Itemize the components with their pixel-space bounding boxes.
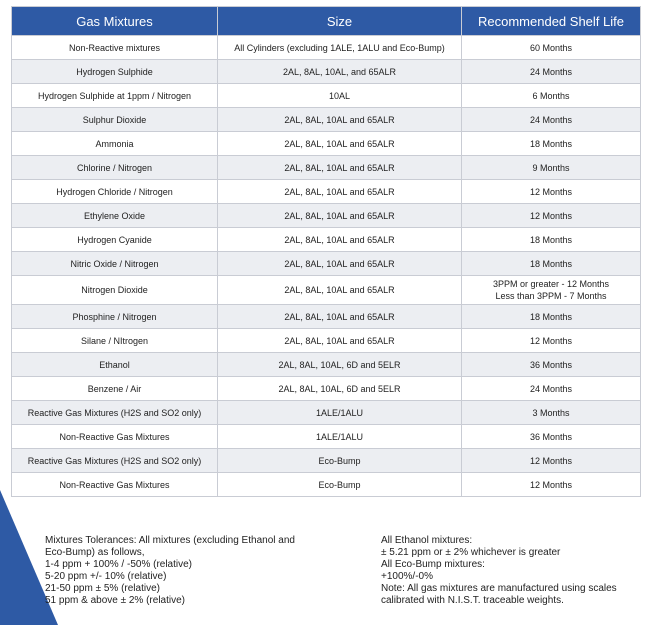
- gas-mixture-cell: Ethanol: [12, 353, 218, 377]
- shelf-life-cell: 18 Months: [462, 228, 641, 252]
- size-cell: 2AL, 8AL, 10AL, and 65ALR: [218, 60, 462, 84]
- size-cell: 2AL, 8AL, 10AL and 65ALR: [218, 156, 462, 180]
- size-cell: 2AL, 8AL, 10AL and 65ALR: [218, 204, 462, 228]
- table-row: [12, 449, 641, 473]
- gas-mixture-cell: Phosphine / Nitrogen: [12, 305, 218, 329]
- size-cell: 10AL: [218, 84, 462, 108]
- table-row: [12, 156, 641, 180]
- table-row: [12, 276, 641, 305]
- table-row: [12, 252, 641, 276]
- shelf-life-line: 3PPM or greater - 12 Months: [492, 279, 610, 289]
- table-row: [12, 108, 641, 132]
- note-line: Eco-Bump) as follows,: [45, 547, 145, 558]
- shelf-life-cell: 6 Months: [462, 84, 641, 108]
- gas-mixture-cell: Reactive Gas Mixtures (H2S and SO2 only): [12, 401, 218, 425]
- size-cell: 2AL, 8AL, 10AL, 6D and 5ELR: [218, 377, 462, 401]
- size-cell: Eco-Bump: [218, 473, 462, 497]
- shelf-life-cell: 18 Months: [462, 132, 641, 156]
- shelf-life-cell: 12 Months: [462, 449, 641, 473]
- column-header-size: Size: [218, 7, 462, 36]
- note-line: All Ethanol mixtures:: [381, 535, 473, 546]
- size-cell: 2AL, 8AL, 10AL and 65ALR: [218, 305, 462, 329]
- shelf-life-cell: 36 Months: [462, 353, 641, 377]
- table-row: [12, 473, 641, 497]
- note-line: 1-4 ppm + 100% / -50% (relative): [45, 559, 193, 570]
- size-cell: Eco-Bump: [218, 449, 462, 473]
- note-line: 5-20 ppm +/- 10% (relative): [45, 571, 167, 582]
- note-line: 51 ppm & above ± 2% (relative): [45, 595, 185, 606]
- table-row: [12, 329, 641, 353]
- gas-mixture-cell: Hydrogen Sulphide at 1ppm / Nitrogen: [12, 84, 218, 108]
- shelf-life-cell: 24 Months: [462, 377, 641, 401]
- gas-mixture-cell: Hydrogen Sulphide: [12, 60, 218, 84]
- gas-mixture-cell: Nitrogen Dioxide: [12, 276, 218, 305]
- gas-mixture-cell: Ethylene Oxide: [12, 204, 218, 228]
- gas-mixture-cell: Hydrogen Cyanide: [12, 228, 218, 252]
- column-header-shelf-life: Recommended Shelf Life: [462, 7, 641, 36]
- gas-mixture-cell: Hydrogen Chloride / Nitrogen: [12, 180, 218, 204]
- gas-mixture-cell: Non-Reactive mixtures: [12, 36, 218, 60]
- shelf-life-cell: 12 Months: [462, 329, 641, 353]
- gas-mixture-cell: Reactive Gas Mixtures (H2S and SO2 only): [12, 449, 218, 473]
- table-row: [12, 180, 641, 204]
- shelf-life-cell: 60 Months: [462, 36, 641, 60]
- size-cell: 2AL, 8AL, 10AL and 65ALR: [218, 276, 462, 305]
- table-row: [12, 84, 641, 108]
- gas-mixture-cell: Non-Reactive Gas Mixtures: [12, 425, 218, 449]
- shelf-life-cell: 9 Months: [462, 156, 641, 180]
- shelf-life-cell: 12 Months: [462, 204, 641, 228]
- shelf-life-cell: 18 Months: [462, 252, 641, 276]
- note-line: Mixtures Tolerances: All mixtures (excluding Ethanol and: [45, 535, 295, 546]
- size-cell: 2AL, 8AL, 10AL and 65ALR: [218, 180, 462, 204]
- shelf-life-cell: 24 Months: [462, 60, 641, 84]
- size-cell: 2AL, 8AL, 10AL and 65ALR: [218, 329, 462, 353]
- gas-mixture-cell: Silane / NItrogen: [12, 329, 218, 353]
- size-cell: All Cylinders (excluding 1ALE, 1ALU and Eco-Bump): [218, 36, 462, 60]
- table-row: [12, 425, 641, 449]
- shelf-life-cell: 18 Months: [462, 305, 641, 329]
- size-cell: 1ALE/1ALU: [218, 401, 462, 425]
- table-row: [12, 353, 641, 377]
- shelf-life-cell: [462, 276, 641, 305]
- shelf-life-cell: 3 Months: [462, 401, 641, 425]
- tolerance-notes: [45, 535, 325, 607]
- note-line: calibrated with N.I.S.T. traceable weights.: [381, 595, 564, 606]
- shelf-life-cell: 12 Months: [462, 180, 641, 204]
- size-cell: 2AL, 8AL, 10AL and 65ALR: [218, 228, 462, 252]
- size-cell: 2AL, 8AL, 10AL and 65ALR: [218, 108, 462, 132]
- gas-mixture-cell: Chlorine / Nitrogen: [12, 156, 218, 180]
- size-cell: 2AL, 8AL, 10AL, 6D and 5ELR: [218, 353, 462, 377]
- table-row: [12, 401, 641, 425]
- table-row: [12, 305, 641, 329]
- table-row: [12, 60, 641, 84]
- shelf-life-line: Less than 3PPM - 7 Months: [495, 291, 607, 301]
- table-row: [12, 36, 641, 60]
- table-row: [12, 377, 641, 401]
- gas-mixture-cell: Nitric Oxide / Nitrogen: [12, 252, 218, 276]
- size-cell: 2AL, 8AL, 10AL and 65ALR: [218, 252, 462, 276]
- table-row: [12, 228, 641, 252]
- note-line: Note: All gas mixtures are manufactured using scales: [381, 583, 617, 594]
- ethanol-eco-bump-notes: [381, 535, 643, 607]
- table-row: [12, 204, 641, 228]
- gas-mixture-cell: Ammonia: [12, 132, 218, 156]
- column-header-gas-mixtures: Gas Mixtures: [12, 7, 218, 36]
- table-header-row: [12, 7, 641, 36]
- size-cell: 2AL, 8AL, 10AL and 65ALR: [218, 132, 462, 156]
- shelf-life-cell: 12 Months: [462, 473, 641, 497]
- shelf-life-cell: 24 Months: [462, 108, 641, 132]
- gas-mixture-cell: Benzene / Air: [12, 377, 218, 401]
- note-line: 21-50 ppm ± 5% (relative): [45, 583, 160, 594]
- table-row: [12, 132, 641, 156]
- note-line: ± 5.21 ppm or ± 2% whichever is greater: [381, 547, 561, 558]
- shelf-life-table: [11, 6, 641, 497]
- shelf-life-cell: 36 Months: [462, 425, 641, 449]
- note-line: All Eco-Bump mixtures:: [381, 559, 485, 570]
- size-cell: 1ALE/1ALU: [218, 425, 462, 449]
- note-line: +100%/-0%: [381, 571, 433, 582]
- gas-mixture-cell: Non-Reactive Gas Mixtures: [12, 473, 218, 497]
- gas-mixture-cell: Sulphur Dioxide: [12, 108, 218, 132]
